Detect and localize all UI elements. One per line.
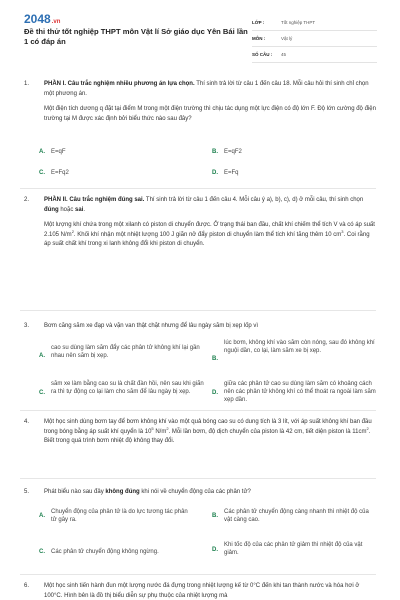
text-segment: Phát biểu nào sau đây [44,489,106,495]
option-label: B. [212,513,218,519]
option-text: Chuyển động của phân tử là do lực tương tác phân tử gây ra. [51,509,188,523]
divider [20,574,376,575]
question-number: 5. [24,489,30,495]
document-title: Đề thi thử tốt nghiệp THPT môn Vật lí Sở giáo dục Yên Bái lần 1 có đáp án [24,27,248,46]
text-segment: Một lượng khí chứa trong một xilanh có piston di chuyển được. Ở trạng thái ban đầu, chất khí chiếm thể tích V và có áp suất 2.105 N/m [44,222,375,238]
divider [20,410,376,411]
meta-key: LỚP : [252,20,265,25]
question-number: 2. [24,197,30,203]
meta-row-class [252,15,377,31]
option-label: C. [39,170,45,176]
question-text [44,488,376,498]
option-text: săm xe làm bằng cao su là chất đàn hồi, nên sau khi giãn ra thì tự động co lại làm cho săm để lâu ngày bị xẹp. [51,381,204,395]
part-title: PHẦN I. Câu trắc nghiệm nhiều phương án lựa chọn. [44,81,195,87]
part-description: hoặc [58,206,76,213]
text-segment: Một học sinh dùng bơm tay để bơm không khí vào một quả bóng cao su có dung tích là 3 lít, với áp suất không khí ban đầu trong bóng bằng áp suất khí quyển là 10 [44,419,372,435]
question-text [44,221,376,250]
document-header [0,0,400,62]
meta-row-subject [252,31,377,47]
emphasis: sai [75,206,84,213]
part-description: . [83,206,86,213]
option-text: Khi tốc độ của các phân tử giảm thì nhiệt độ của vật giảm. [224,542,363,556]
divider [20,310,376,311]
divider [20,478,376,479]
superscript: 3 [341,228,344,234]
question-number: 3. [24,323,30,329]
option-label: B. [212,356,218,362]
emphasis: đúng [44,206,59,213]
option-label: D. [212,390,218,396]
text-segment: . Khối khí nhận một nhiệt lượng 100 J giãn nở đẩy piston di chuyển làm thể tích khí tăng thêm 10 cm [73,231,342,238]
option-text: giữa các phân tử cao su dùng làm săm có khoảng cách nên các phân tử không khí có thể thoát ra ngoài làm săm xẹp dần. [224,381,376,403]
option-text: Các phân tử chuyển động càng nhanh thì nhiệt độ của vật càng cao. [224,509,369,523]
question-6 [24,582,380,600]
superscript: 2 [166,425,169,431]
superscript: 2 [71,228,74,234]
emphasis: không đúng [105,489,140,495]
logo-suffix: .vn [51,19,61,25]
question-text: Bơm căng săm xe đạp và vặn van thật chặt nhưng để lâu ngày săm bị xẹp lốp vì [44,323,259,329]
option-label: C. [39,549,45,555]
text-segment: N/m [153,428,167,435]
question-body [44,322,376,338]
question-number: 4. [24,419,30,425]
option-label: A. [39,513,45,519]
question-body [44,196,376,256]
question-text: Một học sinh tiến hành đun một lượng nước đá đựng trong nhiệt lượng kế từ 0°C đến khi tan thành nước và hóa hơi ở 100°C. Hình bên là đồ thị biểu diễn sự phụ thuộc của nhiệt lượng mà [44,583,360,599]
part-description: Thí sinh trả lời từ câu 1 đến câu 18. Mỗi câu hỏi thí sinh chỉ chọn một phương án. [44,81,369,97]
question-1 [24,80,380,176]
part-title: PHẦN II. Câu trắc nghiệm đúng sai. [44,197,145,203]
divider [20,188,376,189]
text-segment: khi nói về chuyển động của các phân tử? [139,489,251,495]
part-instructions [44,196,376,215]
question-body [44,488,376,504]
meta-value: Vật lý [281,36,293,41]
question-3 [24,322,380,402]
option-text: lúc bơm, không khí vào săm còn nóng, sau đó không khí nguội dần, co lại, làm săm xe bị xẹp. [224,340,375,354]
question-5 [24,488,380,568]
site-logo[interactable] [24,12,60,26]
option-text: Các phân tử chuyển động không ngừng. [51,549,159,555]
question-body [44,582,376,600]
option-label: A. [39,149,45,155]
text-segment: . Coi rằng áp suất chất khí trong xi lanh không đổi khi piston di chuyển. [44,231,370,248]
question-text: Một điện tích dương q đặt tại điểm M trong một điện trường thì chịu tác dụng một lực điện có độ lớn F. Độ lớn cường độ điện trường tại M được xác định bởi biểu thức nào sau đây? [44,106,376,122]
option-label: C. [39,390,45,396]
meta-value: Tốt nghiệp THPT [281,20,316,25]
option-label: D. [212,170,218,176]
part-instructions [44,80,376,99]
option-label: D. [212,547,218,553]
question-body [44,80,376,130]
text-segment: . Mỗi lần bơm, độ dịch chuyển của piston là 42 cm, tiết diện piston là 11cm [168,428,367,435]
option-text: E=qF [51,149,66,155]
question-number: 6. [24,583,30,589]
part-description: Thí sinh trả lời từ câu 1 đến câu 4. Mỗi câu ý a), b), c), d) ở mỗi câu, thí sinh chọn [144,197,364,203]
question-body [44,418,376,453]
option-text: E=Fq2 [51,170,69,176]
document-meta [252,15,377,63]
question-number: 1. [24,81,30,87]
option-label: A. [39,353,45,359]
superscript: 2 [366,425,369,431]
option-text: E=qF2 [224,149,242,155]
question-4 [24,418,380,478]
question-2 [24,196,380,276]
meta-value: 45 [281,52,287,57]
meta-row-count [252,47,377,63]
option-text: cao su dùng làm săm đẩy các phân tử không khí lại gần nhau nên săm bị xẹp. [51,345,200,359]
meta-key: SỐ CÂU : [252,52,273,57]
logo-text: 2048 [24,12,51,26]
superscript: 5 [151,425,154,431]
option-label: B. [212,149,218,155]
text-segment: . Biết trong quá trình bơm nhiệt độ không thay đổi. [44,428,371,445]
option-text: E=Fq [224,170,239,176]
meta-key: MÔN : [252,36,266,41]
question-text [44,418,376,447]
